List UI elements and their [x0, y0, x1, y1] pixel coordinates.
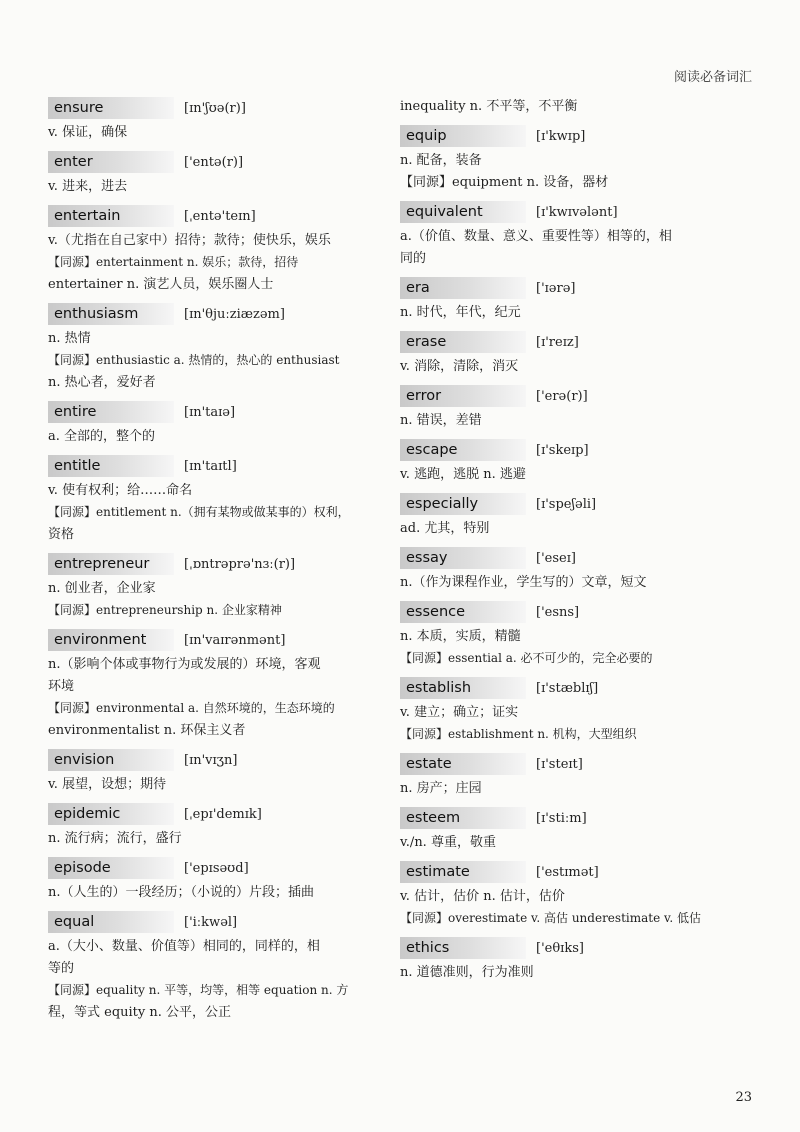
headword: episode: [48, 857, 174, 879]
headword: envision: [48, 749, 174, 771]
headword: epidemic: [48, 803, 174, 825]
phonetic: [ɪn'ʃʊə(r)]: [184, 100, 246, 116]
definition-line: n. 创业者，企业家: [48, 581, 156, 596]
phonetic: [ˌentə'teɪn]: [184, 208, 256, 224]
phonetic: ['eθɪks]: [536, 940, 584, 956]
headword: ethics: [400, 937, 526, 959]
entry-headline: [48, 203, 378, 229]
headword: especially: [400, 493, 526, 515]
headword: era: [400, 277, 526, 299]
dictionary-entry: [400, 599, 730, 669]
definition-line: 环境: [48, 679, 75, 694]
cognate-line: 【同源】enthusiastic a. 热情的，热心的 enthusiast: [48, 353, 340, 367]
headword: enthusiasm: [48, 303, 174, 325]
cognate-line: 【同源】environmental a. 自然环境的，生态环境的: [48, 701, 335, 715]
headword: estate: [400, 753, 526, 775]
dictionary-entry: [48, 747, 378, 795]
definition-line: n. 道德准则，行为准则: [400, 965, 534, 980]
headword: escape: [400, 439, 526, 461]
definition-line: 程，等式 equity n. 公平，公正: [48, 1005, 232, 1020]
cognate-line: 【同源】entertainment n. 娱乐；款待，招待: [48, 255, 299, 269]
headword: equip: [400, 125, 526, 147]
dictionary-entry: [48, 399, 378, 447]
phonetic: [ɪ'kwɪp]: [536, 128, 586, 144]
headword: entrepreneur: [48, 553, 174, 575]
headword: esteem: [400, 807, 526, 829]
dictionary-entry: [400, 935, 730, 983]
dictionary-entry: [400, 545, 730, 593]
definition-line: n.（人生的）一段经历；（小说的）片段；插曲: [48, 885, 315, 900]
definition-line: v. 估计，估价 n. 估计，估价: [400, 889, 565, 904]
dictionary-entry: [48, 551, 378, 621]
dictionary-entry: [48, 801, 378, 849]
dictionary-entry: [400, 199, 730, 269]
page-number: 23: [735, 1090, 752, 1105]
entry-headline: [400, 859, 730, 885]
headword: error: [400, 385, 526, 407]
dictionary-entry: [48, 149, 378, 197]
dictionary-entry: [48, 855, 378, 903]
phonetic: [ɪ'skeɪp]: [536, 442, 589, 458]
phonetic: [ɪ'steɪt]: [536, 756, 583, 772]
entry-headline: [400, 751, 730, 777]
phonetic: ['esns]: [536, 604, 580, 620]
dictionary-entry: [48, 627, 378, 741]
dictionary-entry: [400, 123, 730, 193]
definition-line: n. 错误，差错: [400, 413, 482, 428]
definition-line: n.（影响个体或事物行为或发展的）环境，客观: [48, 657, 321, 672]
headword: entitle: [48, 455, 174, 477]
cognate-line: 【同源】entitlement n.（拥有某物或做某事的）权利，: [48, 505, 350, 519]
cognate-line: 【同源】establishment n. 机构，大型组织: [400, 727, 637, 741]
phonetic: [ɪ'speʃəli]: [536, 496, 597, 512]
definition-line: v. 逃跑，逃脱 n. 逃避: [400, 467, 526, 482]
definition-line: a.（大小、数量、价值等）相同的，同样的，相: [48, 939, 320, 954]
page-header: 阅读必备词汇: [673, 70, 752, 85]
definition-line: v. 建立；确立；证实: [400, 705, 519, 720]
entry-headline: [48, 627, 378, 653]
phonetic: ['epɪsəʊd]: [184, 860, 249, 876]
definition-line: 等的: [48, 961, 75, 976]
definition-line: a. 全部的，整个的: [48, 429, 156, 444]
definition-line: a.（价值、数量、意义、重要性等）相等的，相: [400, 229, 672, 244]
headword: essay: [400, 547, 526, 569]
entry-headline: [48, 399, 378, 425]
definition-line: n. 房产；庄园: [400, 781, 482, 796]
definition-line: v. 使有权利；给……命名: [48, 483, 193, 498]
definition-line: n. 时代，年代，纪元: [400, 305, 521, 320]
phonetic: [ɪn'taɪə]: [184, 404, 236, 420]
entry-headline: [48, 801, 378, 827]
definition-line: v. 消除，清除，消灭: [400, 359, 519, 374]
headword: ensure: [48, 97, 174, 119]
entry-headline: [400, 275, 730, 301]
headword: equivalent: [400, 201, 526, 223]
entry-headline: [48, 301, 378, 327]
dictionary-entry: [48, 909, 378, 1023]
headword: essence: [400, 601, 526, 623]
definition-line: v. 展望，设想；期待: [48, 777, 167, 792]
definition-line: environmentalist n. 环保主义者: [48, 723, 246, 738]
phonetic: [ɪn'θjuːziæzəm]: [184, 306, 285, 322]
phonetic: [ˌɒntrəprə'nɜː(r)]: [184, 556, 296, 572]
right-column: [400, 95, 730, 989]
dictionary-entry: [400, 675, 730, 745]
entry-headline: [400, 805, 730, 831]
entry-headline: [48, 747, 378, 773]
entry-headline: [48, 453, 378, 479]
entry-headline: [400, 545, 730, 571]
dictionary-entry: [48, 203, 378, 295]
dictionary-entry: [48, 301, 378, 393]
headword: enter: [48, 151, 174, 173]
dictionary-entry: [400, 275, 730, 323]
entry-headline: [400, 599, 730, 625]
entry-headline: [400, 675, 730, 701]
cognate-line: 【同源】overestimate v. 高估 underestimate v. 低估: [400, 911, 701, 925]
phonetic: [ˌepɪ'demɪk]: [184, 806, 262, 822]
headword: equal: [48, 911, 174, 933]
headword: estimate: [400, 861, 526, 883]
entry-headline: [400, 123, 730, 149]
entry-headline: [48, 551, 378, 577]
definition-line: ad. 尤其，特别: [400, 521, 490, 536]
definition-line: v. 进来，进去: [48, 179, 128, 194]
headword: environment: [48, 629, 174, 651]
phonetic: [ɪ'stæblɪʃ]: [536, 680, 599, 696]
cognate-line: 【同源】entrepreneurship n. 企业家精神: [48, 603, 282, 617]
dictionary-entry: [400, 437, 730, 485]
phonetic: ['ɪərə]: [536, 280, 576, 296]
definition-line: 同的: [400, 251, 427, 266]
definition-line: n. 配备，装备: [400, 153, 482, 168]
phonetic: [ɪ'stiːm]: [536, 810, 587, 826]
dictionary-entry: [48, 95, 378, 143]
phonetic: ['iːkwəl]: [184, 914, 238, 930]
cognate-line: 【同源】essential a. 必不可少的，完全必要的: [400, 651, 653, 665]
entry-headline: [48, 95, 378, 121]
definition-line: n. 本质，实质，精髓: [400, 629, 521, 644]
phonetic: [ɪn'taɪtl]: [184, 458, 237, 474]
definition-line: 资格: [48, 527, 75, 542]
entry-headline: [400, 199, 730, 225]
entry-headline: [48, 149, 378, 175]
headword: erase: [400, 331, 526, 353]
cognate-line: 【同源】equipment n. 设备，器材: [400, 175, 609, 190]
dictionary-entry: [400, 491, 730, 539]
definition-line: n. 流行病；流行，盛行: [48, 831, 182, 846]
entry-headline: [400, 935, 730, 961]
headword: establish: [400, 677, 526, 699]
dictionary-entry: [400, 751, 730, 799]
phonetic: [ɪ'reɪz]: [536, 334, 579, 350]
headword: entire: [48, 401, 174, 423]
definition-line: n. 热心者，爱好者: [48, 375, 156, 390]
entry-headline: [400, 437, 730, 463]
definition-line: n. 热情: [48, 331, 91, 346]
phonetic: ['estɪmət]: [536, 864, 599, 880]
definition-line: n.（作为课程作业，学生写的）文章，短文: [400, 575, 647, 590]
entry-headline: [48, 855, 378, 881]
phonetic: [ɪ'kwɪvələnt]: [536, 204, 618, 220]
dictionary-entry: [400, 383, 730, 431]
headword: entertain: [48, 205, 174, 227]
definition-line: entertainer n. 演艺人员，娱乐圈人士: [48, 277, 274, 292]
definition-line: v.（尤指在自己家中）招待；款待；使快乐，娱乐: [48, 233, 331, 248]
definition-line: v. 保证，确保: [48, 125, 128, 140]
entry-headline: [400, 383, 730, 409]
dictionary-entry: [400, 859, 730, 929]
phonetic: [ɪn'vaɪrənmənt]: [184, 632, 286, 648]
phonetic: ['eseɪ]: [536, 550, 576, 566]
dictionary-entry: [400, 805, 730, 853]
cognate-line: 【同源】equality n. 平等，均等，相等 equation n. 方: [48, 983, 349, 997]
phonetic: [ɪn'vɪʒn]: [184, 752, 238, 768]
phonetic: ['entə(r)]: [184, 154, 244, 170]
entry-headline: [400, 329, 730, 355]
definition-line: v./n. 尊重，敬重: [400, 835, 496, 850]
entry-headline: [400, 491, 730, 517]
phonetic: ['erə(r)]: [536, 388, 588, 404]
dictionary-entry: [48, 453, 378, 545]
continuation-line: inequality n. 不平等，不平衡: [400, 99, 578, 114]
dictionary-entry: [400, 329, 730, 377]
entry-headline: [48, 909, 378, 935]
left-column: [48, 95, 378, 1029]
